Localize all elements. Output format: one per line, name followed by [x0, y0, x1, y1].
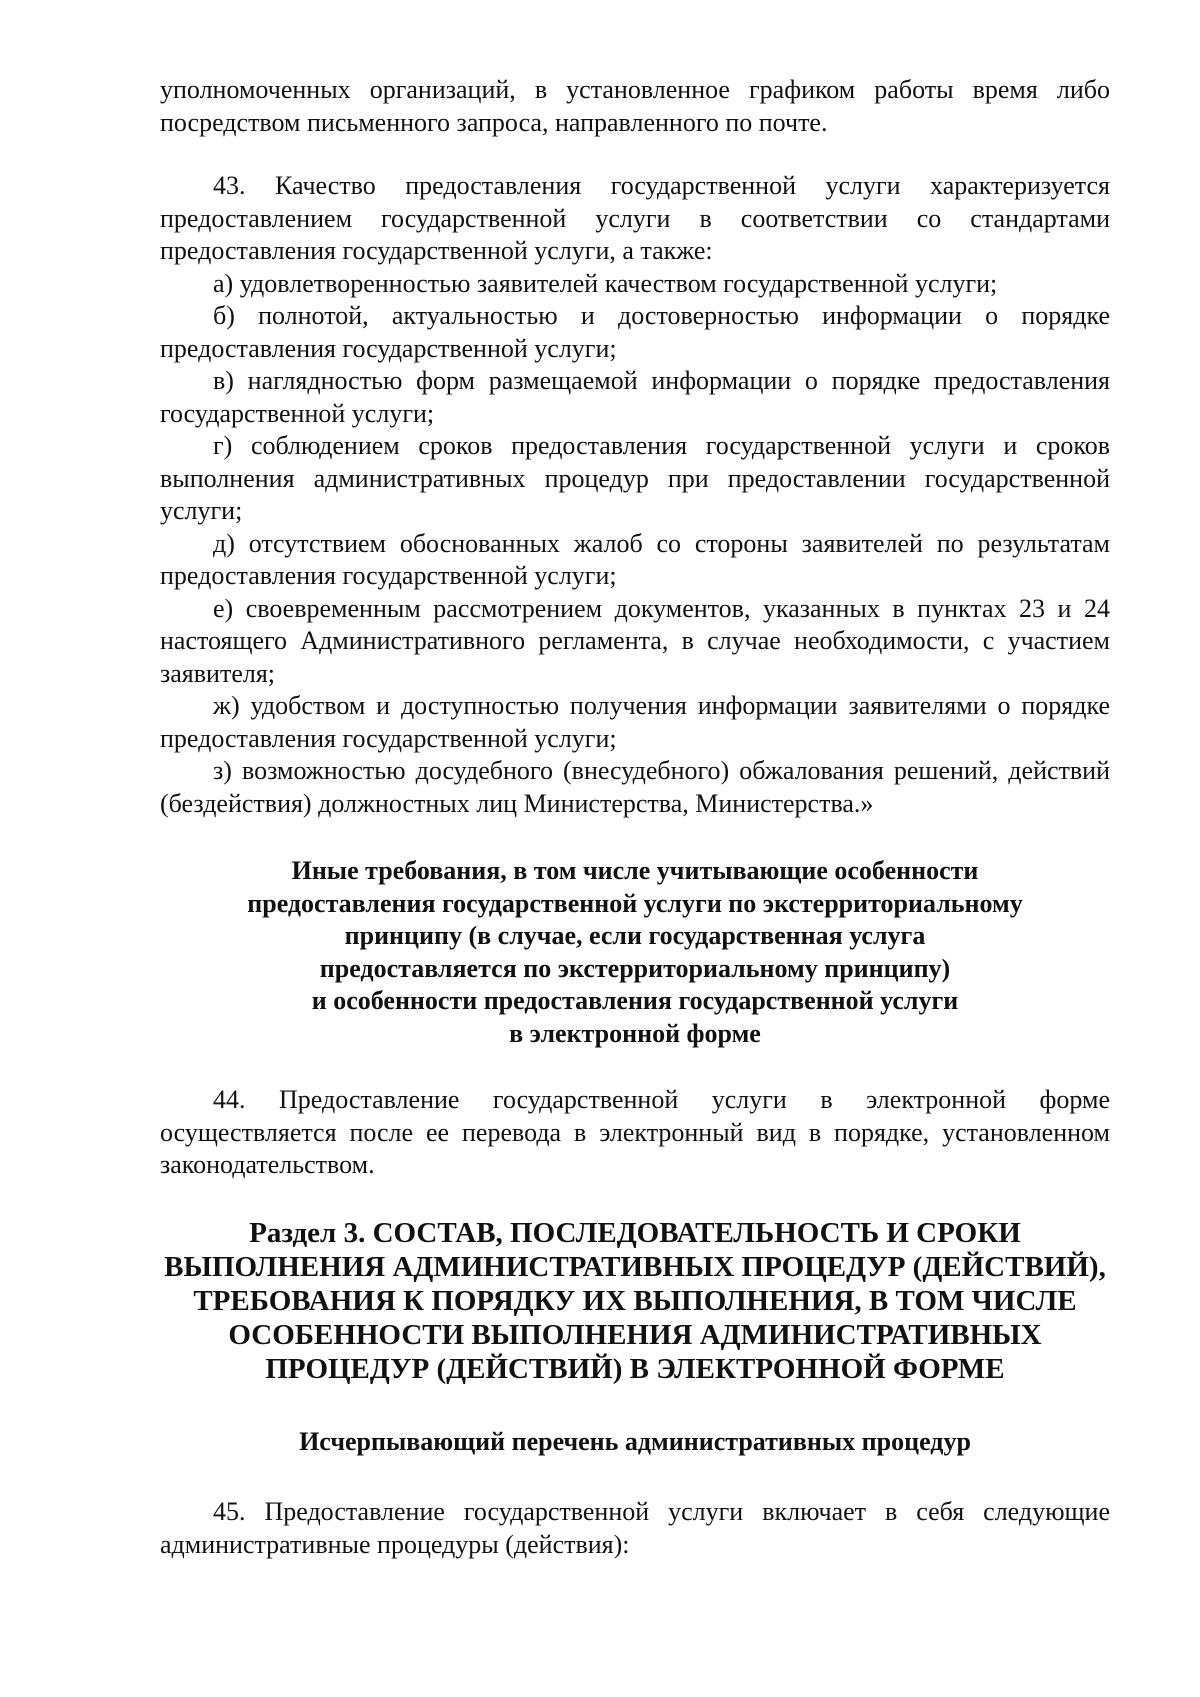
- paragraph-44: 44. Предоставление государственной услуги в электронной форме осуществляется после ее перевода в электронный вид в порядке, установленном законодательством.: [160, 1085, 1110, 1179]
- continuation-paragraph: уполномоченных организаций, в установленное графиком работы время либо посредством письменного запроса, направленного по почте.: [160, 75, 1110, 137]
- list-item-43b: б) полнотой, актуальностью и достоверностью информации о порядке предоставления государственной услуги;: [160, 301, 1110, 363]
- heading-line: Раздел 3. СОСТАВ, ПОСЛЕДОВАТЕЛЬНОСТЬ И СРОКИ: [249, 1216, 1021, 1249]
- list-item-43g: г) соблюдением сроков предоставления государственной услуги и сроков выполнения административных процедур при предоставлении государственной услуги;: [160, 431, 1110, 525]
- heading-line: ОСОБЕННОСТИ ВЫПОЛНЕНИЯ АДМИНИСТРАТИВНЫХ: [228, 1318, 1042, 1351]
- heading-line: принципу (в случае, если государственная услуга: [344, 921, 926, 950]
- list-item-43e: е) своевременным рассмотрением документов, указанных в пунктах 23 и 24 настоящего Административного регламента, в случае необходимости, с участием заявителя;: [160, 593, 1110, 688]
- list-item-43z: з) возможностью досудебного (внесудебного) обжалования решений, действий (бездействия) должностных лиц Министерства, Министерства.»: [160, 756, 1110, 818]
- heading-other-requirements: [160, 855, 1110, 1050]
- heading-line: ПРОЦЕДУР (ДЕЙСТВИЙ) В ЭЛЕКТРОННОЙ ФОРМЕ: [265, 1352, 1005, 1385]
- list-item-43v: в) наглядностью форм размещаемой информации о порядке предоставления государственной услуги;: [160, 366, 1110, 428]
- heading-line: ТРЕБОВАНИЯ К ПОРЯДКУ ИХ ВЫПОЛНЕНИЯ, В ТОМ ЧИСЛЕ: [193, 1284, 1077, 1317]
- heading-line: в электронной форме: [509, 1018, 761, 1048]
- heading-procedures-list: Исчерпывающий перечень административных процедур: [299, 1426, 971, 1456]
- list-item-43zh: ж) удобством и доступностью получения информации заявителями о порядке предоставления государственной услуги;: [160, 691, 1110, 753]
- paragraph-45: 45. Предоставление государственной услуги включает в себя следующие административные процедуры (действия):: [160, 1497, 1110, 1559]
- heading-line: предоставления государственной услуги по экстерриториальному: [247, 888, 1023, 918]
- heading-line: и особенности предоставления государственной услуги: [311, 986, 959, 1015]
- paragraph-43-intro: 43. Качество предоставления государственной услуги характеризуется предоставлением государственной услуги в соответствии со стандартами предоставления государственной услуги, а также:: [160, 171, 1110, 265]
- heading-line: Иные требования, в том числе учитывающие особенности: [291, 856, 979, 885]
- section-3-heading: [160, 1216, 1110, 1386]
- list-item-43d: д) отсутствием обоснованных жалоб со стороны заявителей по результатам предоставления государственной услуги;: [160, 528, 1110, 590]
- heading-line: ВЫПОЛНЕНИЯ АДМИНИСТРАТИВНЫХ ПРОЦЕДУР (ДЕЙСТВИЙ),: [164, 1250, 1106, 1283]
- heading-line: предоставляется по экстерриториальному принципу): [319, 953, 951, 983]
- list-item-43a: а) удовлетворенностью заявителей качеством государственной услуги;: [213, 268, 998, 298]
